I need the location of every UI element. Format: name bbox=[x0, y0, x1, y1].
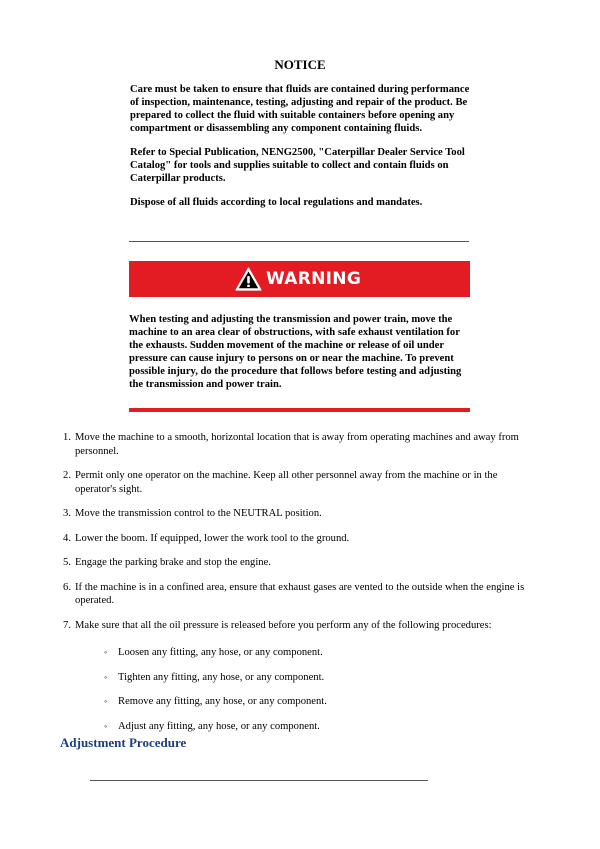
step-text: Make sure that all the oil pressure is released before you perform any of the following procedures: bbox=[75, 619, 492, 631]
list-item bbox=[58, 431, 538, 458]
step-text: If the machine is in a confined area, ensure that exhaust gases are vented to the outside when the engine is operated. bbox=[75, 581, 525, 606]
list-item bbox=[104, 646, 538, 660]
warning-label: WARNING bbox=[266, 269, 362, 289]
step-number: 2. bbox=[63, 470, 71, 481]
warning-text: When testing and adjusting the transmission and power train, move the machine to an area clear of obstructions, with safe exhaust ventilation for the exhausts. Sudden movement of the machine or release of oil under pressure can cause injury to persons on or near the machine. To prevent possible injury, do the procedure that follows before testing and adjusting the transmission and power train. bbox=[129, 314, 462, 390]
subitem-text: Adjust any fitting, any hose, or any component. bbox=[118, 720, 320, 732]
warning-banner bbox=[129, 261, 470, 297]
subitem-text: Tighten any fitting, any hose, or any component. bbox=[118, 671, 325, 683]
sub-procedure-list bbox=[75, 646, 538, 733]
step-text: Move the machine to a smooth, horizontal location that is away from operating machines and away from personnel. bbox=[75, 432, 519, 457]
step-number: 4. bbox=[63, 532, 71, 544]
step-number: 3. bbox=[63, 508, 71, 519]
warning-bottom-bar bbox=[129, 408, 470, 412]
subitem-text: Loosen any fitting, any hose, or any component. bbox=[118, 647, 323, 658]
notice-divider bbox=[129, 241, 469, 242]
list-item bbox=[58, 581, 538, 608]
warning-banner-content bbox=[235, 267, 363, 291]
step-text: Engage the parking brake and stop the engine. bbox=[75, 557, 271, 568]
notice-body bbox=[130, 83, 475, 220]
list-item bbox=[104, 720, 538, 734]
list-item bbox=[104, 671, 538, 685]
step-number: 6. bbox=[63, 581, 71, 593]
procedure-steps bbox=[58, 431, 538, 744]
list-item bbox=[58, 556, 538, 570]
section-heading: Adjustment Procedure bbox=[60, 735, 187, 750]
step-text: Lower the boom. If equipped, lower the work tool to the ground. bbox=[75, 532, 350, 544]
step-number: 1. bbox=[63, 432, 71, 443]
notice-title: NOTICE bbox=[274, 57, 326, 72]
warning-body bbox=[129, 313, 474, 391]
list-item bbox=[58, 507, 538, 521]
bullet-icon: ◦ bbox=[104, 671, 108, 682]
step-text: Move the transmission control to the NEUTRAL position. bbox=[75, 508, 322, 519]
step-number: 5. bbox=[63, 557, 71, 568]
bullet-icon: ◦ bbox=[104, 720, 108, 731]
step-number: 7. bbox=[63, 619, 71, 631]
notice-paragraph: Care must be taken to ensure that fluids are contained during performance of inspection, maintenance, testing, adjusting and repair of the product. Be prepared to collect the fluid with suitable containers before opening any compartment or disassembling any component containing fluids. bbox=[130, 84, 470, 134]
bullet-icon: ◦ bbox=[104, 647, 108, 657]
section-divider bbox=[90, 780, 428, 781]
list-item bbox=[104, 695, 538, 709]
notice-paragraph: Refer to Special Publication, NENG2500, "Caterpillar Dealer Service Tool Catalog" for tools and supplies suitable to collect and contain fluids on Caterpillar products. bbox=[130, 147, 465, 184]
step-text: Permit only one operator on the machine. Keep all other personnel away from the machine or in the operator's sight. bbox=[75, 470, 498, 495]
bullet-icon: ◦ bbox=[104, 696, 108, 706]
notice-paragraph: Dispose of all fluids according to local regulations and mandates. bbox=[130, 197, 423, 208]
list-item bbox=[58, 469, 538, 496]
list-item bbox=[58, 619, 538, 734]
subitem-text: Remove any fitting, any hose, or any component. bbox=[118, 696, 327, 707]
warning-triangle-icon bbox=[235, 267, 262, 291]
list-item bbox=[58, 532, 538, 546]
